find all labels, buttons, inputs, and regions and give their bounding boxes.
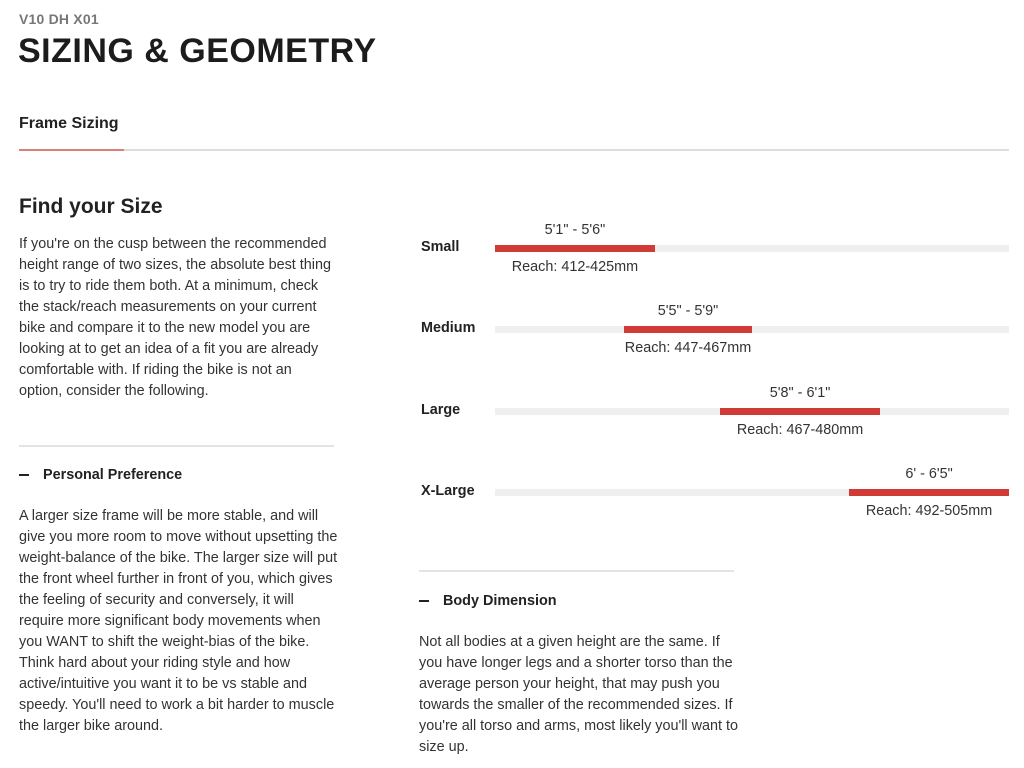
page-title: SIZING & GEOMETRY — [18, 32, 377, 70]
divider — [19, 445, 334, 447]
accordion-title: Personal Preference — [43, 467, 183, 483]
size-range-bar — [624, 326, 752, 333]
size-track — [495, 326, 1009, 333]
accordion-body-dimension[interactable] — [419, 593, 557, 609]
intro-text: If you're on the cusp between the recommended height range of two sizes, the absolute best thing is to try to ride them both. At a minimum, check the stack/reach measurements on your current bike and compare it to the new model you are looking at to get an idea of a fit you are already comfortable with. If riding the bike is not an option, consider the following. — [19, 236, 331, 399]
size-label: Medium — [421, 320, 476, 336]
tab-active-indicator — [19, 149, 124, 151]
size-range-bar — [720, 408, 880, 415]
reach-label: Reach: 447-467mm — [624, 340, 752, 356]
section-heading: Find your Size — [19, 195, 163, 218]
tab-frame-sizing[interactable]: Frame Sizing — [19, 115, 119, 132]
height-range-label: 5'1" - 5'6" — [544, 222, 606, 238]
reach-label: Reach: 492-505mm — [865, 503, 993, 519]
height-range-label: 5'8" - 6'1" — [769, 385, 831, 401]
reach-label: Reach: 467-480mm — [736, 422, 864, 438]
minus-icon — [419, 600, 429, 602]
size-range-bar — [849, 489, 1009, 496]
height-range-label: 5'5" - 5'9" — [657, 303, 719, 319]
size-label: Large — [421, 402, 461, 418]
accordion-title: Body Dimension — [443, 593, 557, 609]
size-track — [495, 489, 1009, 496]
minus-icon — [19, 474, 29, 476]
size-track — [495, 245, 1009, 252]
divider — [419, 570, 734, 572]
size-track — [495, 408, 1009, 415]
tab-underline — [19, 149, 1009, 151]
accordion-personal-preference[interactable] — [19, 467, 182, 483]
height-range-label: 6' - 6'5" — [905, 466, 953, 482]
reach-label: Reach: 412-425mm — [511, 259, 639, 275]
size-label: Small — [421, 239, 460, 255]
size-range-bar — [495, 245, 655, 252]
model-name: V10 DH X01 — [19, 11, 99, 27]
accordion-body: A larger size frame will be more stable, and will give you more room to move without upsetting the weight-balance of the bike. The larger size will put the front wheel further in front of you, which gives the feeling of security and conversely, it will require more significant body movements when you WANT to shift the weight-bias of the bike. Think hard about your riding style and how active/intuitive you want it to be vs stable and speedy. You'll need to work a bit harder to muscle the larger bike around. — [19, 508, 338, 734]
size-label: X-Large — [421, 483, 475, 499]
accordion-body: Not all bodies at a given height are the same. If you have longer legs and a shorter torso than the average person your height, that may push you towards the smaller of the recommended sizes. If you're all torso and arms, most likely you'll want to size up. — [419, 634, 739, 755]
